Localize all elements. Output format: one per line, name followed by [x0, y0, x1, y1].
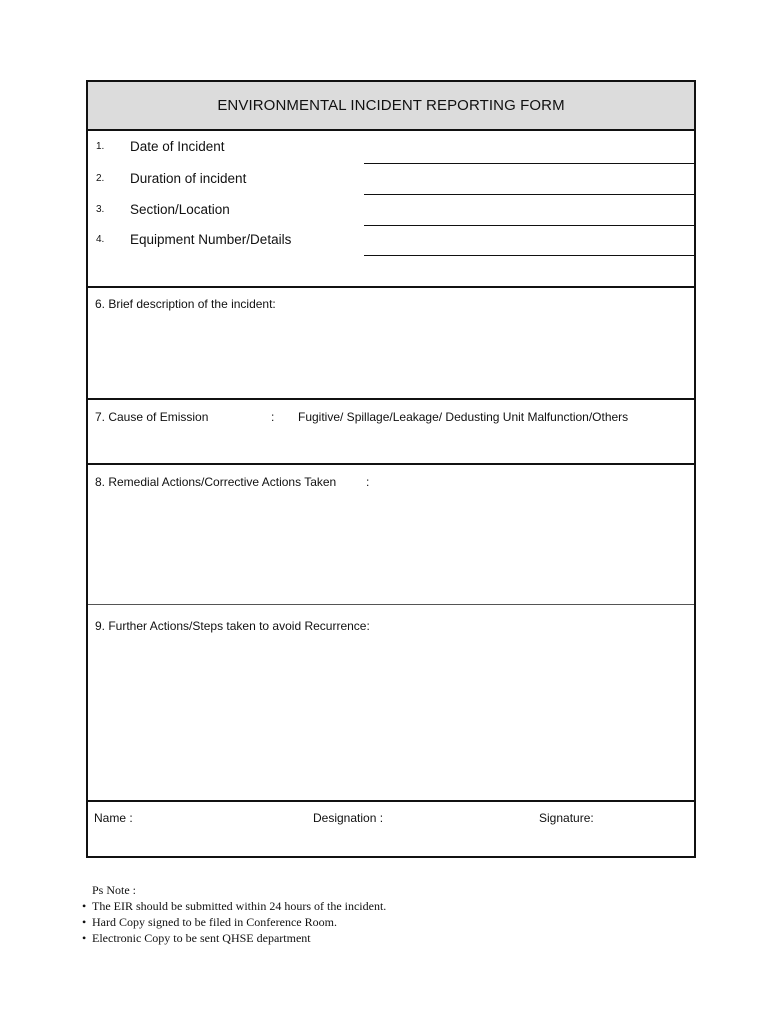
notes-heading: Ps Note : — [92, 883, 137, 897]
form-title: ENVIRONMENTAL INCIDENT REPORTING FORM — [88, 82, 694, 131]
equipment-details-field[interactable] — [364, 255, 694, 256]
section-location-label: Section/Location — [130, 202, 230, 217]
note-text: Hard Copy signed to be filed in Conference Room. — [92, 915, 337, 929]
name-label[interactable]: Name : — [94, 811, 133, 825]
description-area[interactable] — [88, 288, 694, 398]
signature-label[interactable]: Signature: — [539, 811, 594, 825]
field-number: 2. — [96, 173, 105, 184]
cause-of-emission-section — [88, 400, 694, 463]
duration-of-incident-label: Duration of incident — [130, 171, 247, 186]
field-number: 3. — [96, 204, 105, 215]
cause-options[interactable]: Fugitive/ Spillage/Leakage/ Dedusting Unit Malfunction/Others — [298, 410, 629, 424]
incident-fields — [88, 131, 694, 286]
notes — [82, 882, 386, 946]
note-item — [82, 898, 386, 914]
note-item — [82, 930, 386, 946]
equipment-details-label: Equipment Number/Details — [130, 232, 292, 247]
field-number: 1. — [96, 141, 105, 152]
cause-of-emission-label: 7. Cause of Emission — [95, 410, 209, 424]
note-text: The EIR should be submitted within 24 hours of the incident. — [92, 899, 387, 913]
description-label: 6. Brief description of the incident: — [95, 297, 276, 311]
remedial-colon: : — [366, 475, 370, 489]
further-actions-area[interactable] — [88, 605, 694, 800]
field-number: 4. — [96, 234, 105, 245]
incident-report-form — [86, 80, 696, 858]
bullet-icon: • — [82, 899, 87, 913]
further-actions-label: 9. Further Actions/Steps taken to avoid Recurrence: — [95, 619, 370, 633]
bullet-icon: • — [82, 915, 87, 929]
duration-of-incident-field[interactable] — [364, 194, 694, 195]
bullet-icon: • — [82, 931, 87, 945]
date-of-incident-label: Date of Incident — [130, 139, 225, 154]
date-of-incident-field[interactable] — [364, 163, 694, 164]
section-location-field[interactable] — [364, 225, 694, 226]
cause-colon: : — [271, 410, 275, 424]
remedial-actions-label: 8. Remedial Actions/Corrective Actions Taken — [95, 475, 337, 489]
remedial-actions-area[interactable] — [88, 465, 694, 604]
signoff-row — [88, 802, 694, 856]
note-text: Electronic Copy to be sent QHSE department — [92, 931, 311, 945]
note-item — [82, 914, 386, 930]
designation-label[interactable]: Designation : — [313, 811, 384, 825]
